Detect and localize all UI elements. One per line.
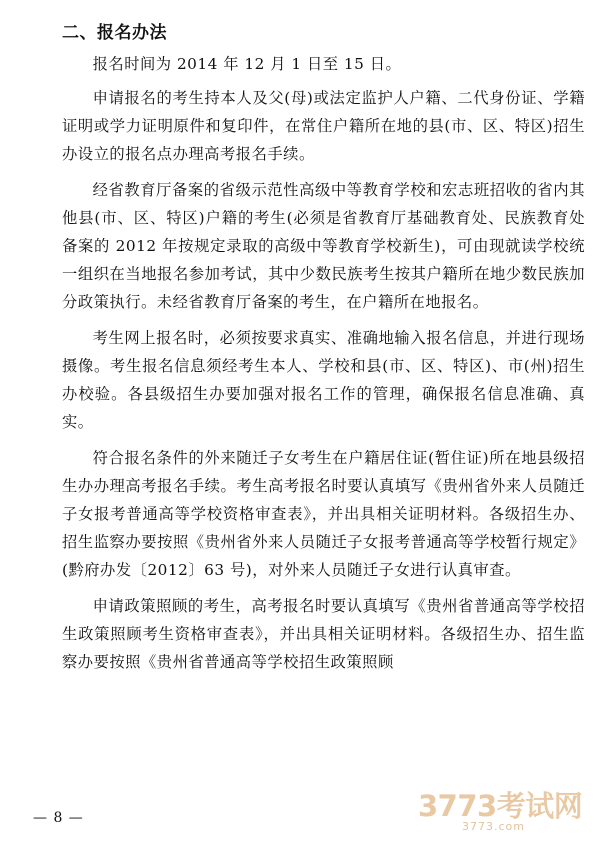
watermark-url: 3773.com <box>462 820 525 833</box>
section-heading: 二、报名办法 <box>62 23 167 43</box>
paragraph-application-documents: 申请报名的考生持本人及父(母)或法定监护人户籍、二代身份证、学籍证明或学力证明原件和复印件，在常住户籍所在地的县(市、区、特区)招生办设立的报名点办理高考报名手续。 <box>62 89 585 163</box>
watermark-logo: 3773考试网 <box>418 789 583 823</box>
paragraph-registration-time: 报名时间为 2014 年 12 月 1 日至 15 日。 <box>92 55 402 73</box>
page-number: — 8 — <box>33 810 84 826</box>
site-watermark <box>418 780 586 840</box>
paragraph-migrant-children: 符合报名条件的外来随迁子女考生在户籍居住证(暂住证)所在地县级招生办办理高考报名手续。考生高考报名时要认真填写《贵州省外来人员随迁子女报考普通高等学校资格审查表》，并出具相关证明材料。各级招生办、招生监察办要按照《贵州省外来人员随迁子女报考普通高等学校暂行规定》(黔府办发〔2012〕63 号)，对外来人员随迁子女进行认真审查。 <box>62 449 585 579</box>
section-body <box>62 50 585 684</box>
paragraph-policy-preference: 申请政策照顾的考生，高考报名时要认真填写《贵州省普通高等学校招生政策照顾考生资格审查表》，并出具相关证明材料。各级招生办、招生监察办要按照《贵州省普通高等学校招生政策照顾 <box>62 597 585 671</box>
paragraph-online-registration: 考生网上报名时，必须按要求真实、准确地输入报名信息，并进行现场摄像。考生报名信息须经考生本人、学校和县(市、区、特区)、市(州)招生办校验。各县级招生办要加强对报名工作的管理，确保报名信息准确、真实。 <box>62 329 585 431</box>
paragraph-demonstration-schools: 经省教育厅备案的省级示范性高级中等教育学校和宏志班招收的省内其他县(市、区、特区)户籍的考生(必须是省教育厅基础教育处、民族教育处备案的 2012 年按规定录取的高级中等教育学校新生)，可由现就读学校统一组织在当地报名参加考试，其中少数民族考生按其户籍所在地少数民族加分政策执行。未经省教育厅备案的考生，在户籍所在地报名。 <box>62 181 585 311</box>
